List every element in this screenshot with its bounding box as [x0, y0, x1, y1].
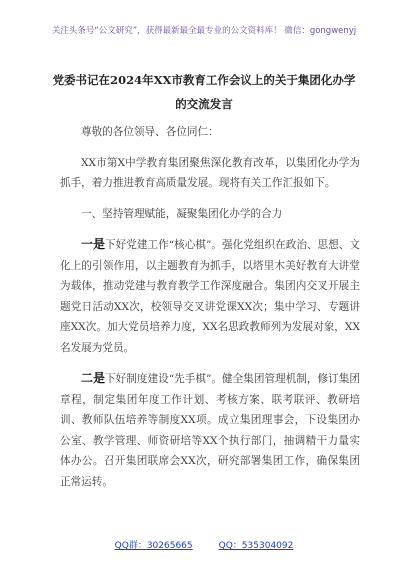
footer-contact — [0, 538, 408, 551]
footer-qq-group[interactable]: QQ群：30265665 — [114, 541, 193, 551]
document-title — [40, 68, 368, 116]
section-1-heading: 一、坚持管理赋能，凝聚集团化办学的合力 — [81, 207, 283, 220]
title-line-1: 党委书记在2024年XX市教育工作会议上的关于集团化办学 — [52, 73, 356, 87]
paragraph-1-lead: 一是 — [81, 237, 106, 251]
paragraph-1 — [60, 234, 360, 358]
paragraph-2-lead: 二是 — [81, 371, 106, 385]
top-banner: 关注头条号“公文研究”，获得最新最全最专业的公文资料库！ 微信：gongwenyj — [51, 26, 357, 36]
footer-qq[interactable]: QQ：535304092 — [218, 541, 294, 551]
paragraph-2 — [60, 368, 360, 492]
paragraph-1-text: 下好党建工作“核心棋”。强化党组织在政治、思想、文化上的引领作用，以主题教育为抓手，以塔里木美好教育大讲堂为载体，推动党建与教育教学工作深度融合。集团内交叉开展主题党日活动XX次，校领导交叉讲党课XX次；集中学习、专题讲座XX次。加大党员培养力度，XX名思政教师列为发展对象，XX名发展为党员。 — [60, 239, 360, 354]
paragraph-2-text: 下好制度建设“先手棋”。健全集团管理机制，修订集团章程，制定集团年度工作计划、考核方案、联考联评、教研培训、教师队伍培养等制度XX项。成立集团理事会，下设集团办公室、教学管理、师资研培等XX个执行部门，抽调精干力量实体办公。召开集团联席会XX次，研究部署集团工作，确保集团正常运转。 — [60, 373, 360, 488]
greeting: 尊敬的各位领导、各位同仁： — [81, 126, 219, 138]
intro-paragraph: XX市第X中学教育集团聚焦深化教育改革，以集团化办学为抓手，着力推进教育高质量发展。现将有关工作汇报如下。 — [60, 156, 360, 189]
document-body — [60, 122, 360, 492]
title-line-2: 的交流发言 — [175, 97, 233, 111]
